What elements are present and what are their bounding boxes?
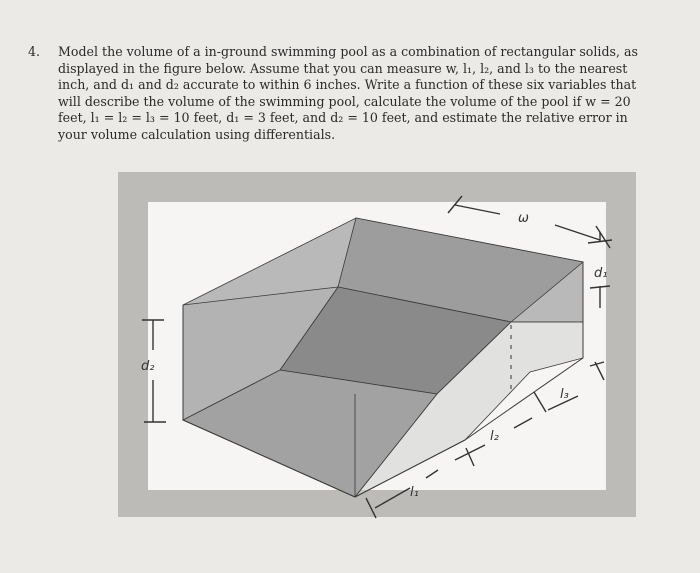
problem-line-2: displayed in the figure below. Assume that you can measure w, l₁, l₂, and l₃ to the nearest bbox=[58, 60, 628, 76]
label-l3: l₃ bbox=[560, 387, 569, 402]
problem-line-3: inch, and d₁ and d₂ accurate to within 6 inches. Write a function of these six variables that bbox=[58, 77, 637, 92]
l3-dimension-mark bbox=[548, 362, 604, 410]
label-d2: d₂ bbox=[141, 359, 155, 374]
label-l2: l₂ bbox=[490, 429, 499, 444]
label-d1: d₁ bbox=[594, 266, 608, 281]
label-l1: l₁ bbox=[410, 485, 419, 500]
problem-line-6: your volume calculation using differentials. bbox=[58, 126, 336, 142]
problem-line-4: will describe the volume of the swimming pool, calculate the volume of the pool if w = 20 bbox=[58, 93, 631, 109]
problem-number: 4. bbox=[28, 44, 41, 59]
problem-line-1: Model the volume of a in-ground swimming pool as a combination of rectangular solids, as bbox=[58, 44, 638, 59]
label-w: ω bbox=[518, 211, 529, 226]
problem-line-5: feet, l₁ = l₂ = l₃ = 10 feet, d₁ = 3 feet, and d₂ = 10 feet, and estimate the relative error in bbox=[58, 110, 628, 125]
